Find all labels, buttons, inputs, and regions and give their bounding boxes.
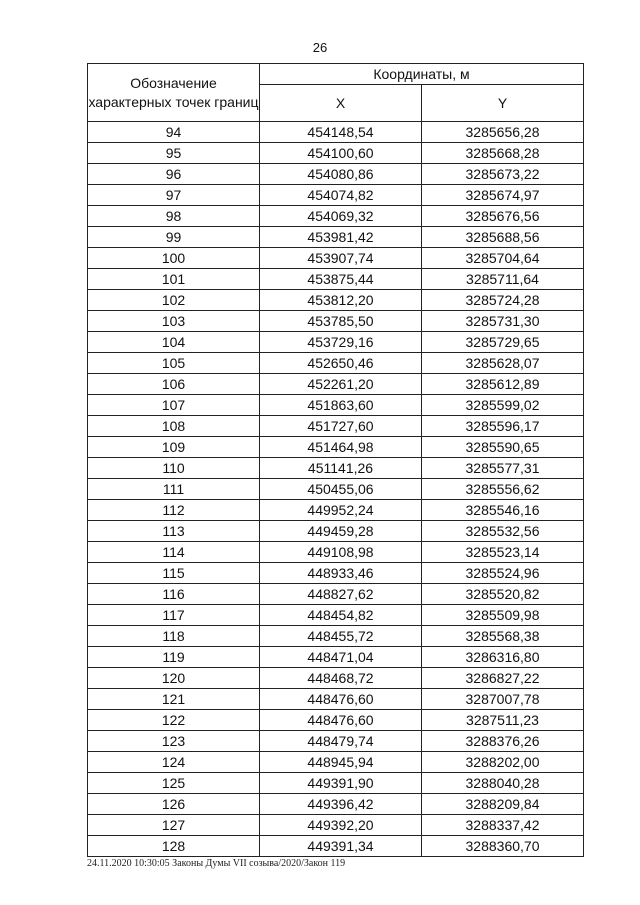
table-row	[88, 542, 584, 563]
y-coordinate-cell: 3285668,28	[422, 143, 584, 164]
point-number-cell: 120	[88, 668, 260, 689]
y-coordinate-cell: 3285676,56	[422, 206, 584, 227]
table-row	[88, 185, 584, 206]
table-row	[88, 794, 584, 815]
x-coordinate-cell: 448827,62	[260, 584, 422, 605]
point-number-cell: 125	[88, 773, 260, 794]
y-coordinate-cell: 3288040,28	[422, 773, 584, 794]
table-row	[88, 206, 584, 227]
y-coordinate-cell: 3285596,17	[422, 416, 584, 437]
y-coordinate-cell: 3288376,26	[422, 731, 584, 752]
point-number-cell: 99	[88, 227, 260, 248]
x-coordinate-cell: 449459,28	[260, 521, 422, 542]
x-coordinate-cell: 452650,46	[260, 353, 422, 374]
y-coordinate-cell: 3285612,89	[422, 374, 584, 395]
x-coordinate-cell: 454148,54	[260, 122, 422, 143]
point-number-cell: 98	[88, 206, 260, 227]
y-coordinate-cell: 3285520,82	[422, 584, 584, 605]
point-number-cell: 114	[88, 542, 260, 563]
point-number-cell: 123	[88, 731, 260, 752]
table-row	[88, 710, 584, 731]
y-coordinate-cell: 3285674,97	[422, 185, 584, 206]
table-row	[88, 164, 584, 185]
table-row	[88, 332, 584, 353]
point-number-cell: 126	[88, 794, 260, 815]
x-coordinate-cell: 453875,44	[260, 269, 422, 290]
y-coordinate-cell: 3287007,78	[422, 689, 584, 710]
x-coordinate-cell: 451464,98	[260, 437, 422, 458]
table-row	[88, 437, 584, 458]
y-coordinate-cell: 3285532,56	[422, 521, 584, 542]
y-coordinate-cell: 3285524,96	[422, 563, 584, 584]
point-number-cell: 124	[88, 752, 260, 773]
y-coordinate-cell: 3287511,23	[422, 710, 584, 731]
table-row	[88, 500, 584, 521]
y-coordinate-cell: 3285568,38	[422, 626, 584, 647]
x-coordinate-cell: 449391,90	[260, 773, 422, 794]
point-number-cell: 128	[88, 836, 260, 857]
point-number-cell: 108	[88, 416, 260, 437]
table-row	[88, 731, 584, 752]
table-row	[88, 248, 584, 269]
x-coordinate-cell: 448476,60	[260, 710, 422, 731]
y-coordinate-cell: 3285729,65	[422, 332, 584, 353]
table-row	[88, 521, 584, 542]
table-row	[88, 584, 584, 605]
point-header: Обозначение характерных точек границ	[88, 64, 260, 122]
table-row	[88, 836, 584, 857]
point-number-cell: 119	[88, 647, 260, 668]
x-coordinate-cell: 451141,26	[260, 458, 422, 479]
x-coordinate-cell: 448945,94	[260, 752, 422, 773]
x-coordinate-cell: 448479,74	[260, 731, 422, 752]
point-number-cell: 122	[88, 710, 260, 731]
y-coordinate-cell: 3285711,64	[422, 269, 584, 290]
x-coordinate-cell: 448468,72	[260, 668, 422, 689]
y-coordinate-cell: 3285731,30	[422, 311, 584, 332]
table-row	[88, 479, 584, 500]
point-number-cell: 104	[88, 332, 260, 353]
x-coordinate-cell: 449392,20	[260, 815, 422, 836]
page-number: 26	[312, 40, 328, 55]
y-coordinate-cell: 3288202,00	[422, 752, 584, 773]
point-number-cell: 107	[88, 395, 260, 416]
x-coordinate-cell: 451863,60	[260, 395, 422, 416]
table-row	[88, 227, 584, 248]
table-row	[88, 815, 584, 836]
x-coordinate-cell: 449952,24	[260, 500, 422, 521]
point-number-cell: 121	[88, 689, 260, 710]
point-number-cell: 111	[88, 479, 260, 500]
x-coordinate-cell: 448455,72	[260, 626, 422, 647]
table-row	[88, 458, 584, 479]
footer-stamp: 24.11.2020 10:30:05 Законы Думы VII созыва/2020/Закон 119	[87, 858, 346, 869]
table-row	[88, 143, 584, 164]
point-number-cell: 109	[88, 437, 260, 458]
x-coordinate-cell: 454074,82	[260, 185, 422, 206]
point-number-cell: 102	[88, 290, 260, 311]
point-number-cell: 118	[88, 626, 260, 647]
x-coordinate-cell: 452261,20	[260, 374, 422, 395]
point-number-cell: 113	[88, 521, 260, 542]
point-number-cell: 106	[88, 374, 260, 395]
y-header: Y	[422, 85, 584, 122]
y-coordinate-cell: 3288360,70	[422, 836, 584, 857]
y-coordinate-cell: 3285724,28	[422, 290, 584, 311]
y-coordinate-cell: 3285590,65	[422, 437, 584, 458]
table-row	[88, 563, 584, 584]
y-coordinate-cell: 3286316,80	[422, 647, 584, 668]
table-row	[88, 122, 584, 143]
y-coordinate-cell: 3285599,02	[422, 395, 584, 416]
y-coordinate-cell: 3285556,62	[422, 479, 584, 500]
x-coordinate-cell: 451727,60	[260, 416, 422, 437]
point-number-cell: 96	[88, 164, 260, 185]
table-row	[88, 689, 584, 710]
point-number-cell: 116	[88, 584, 260, 605]
x-header: X	[260, 85, 422, 122]
coordinates-header: Координаты, м	[260, 64, 584, 85]
y-coordinate-cell: 3286827,22	[422, 668, 584, 689]
point-number-cell: 97	[88, 185, 260, 206]
y-coordinate-cell: 3285577,31	[422, 458, 584, 479]
table-row	[88, 626, 584, 647]
point-number-cell: 117	[88, 605, 260, 626]
point-number-cell: 115	[88, 563, 260, 584]
x-coordinate-cell: 448476,60	[260, 689, 422, 710]
x-coordinate-cell: 453812,20	[260, 290, 422, 311]
point-number-cell: 110	[88, 458, 260, 479]
table-row	[88, 605, 584, 626]
point-number-cell: 112	[88, 500, 260, 521]
table-row	[88, 353, 584, 374]
table-row	[88, 311, 584, 332]
table-row	[88, 374, 584, 395]
point-number-cell: 100	[88, 248, 260, 269]
x-coordinate-cell: 450455,06	[260, 479, 422, 500]
point-number-cell: 105	[88, 353, 260, 374]
x-coordinate-cell: 454069,32	[260, 206, 422, 227]
y-coordinate-cell: 3285688,56	[422, 227, 584, 248]
point-number-cell: 127	[88, 815, 260, 836]
x-coordinate-cell: 453981,42	[260, 227, 422, 248]
table-row	[88, 269, 584, 290]
point-number-cell: 94	[88, 122, 260, 143]
table-row	[88, 395, 584, 416]
point-number-cell: 101	[88, 269, 260, 290]
y-coordinate-cell: 3285546,16	[422, 500, 584, 521]
table-row	[88, 668, 584, 689]
table-row	[88, 290, 584, 311]
table-row	[88, 647, 584, 668]
x-coordinate-cell: 453729,16	[260, 332, 422, 353]
table-row	[88, 416, 584, 437]
y-coordinate-cell: 3288337,42	[422, 815, 584, 836]
x-coordinate-cell: 449391,34	[260, 836, 422, 857]
x-coordinate-cell: 453907,74	[260, 248, 422, 269]
point-number-cell: 103	[88, 311, 260, 332]
y-coordinate-cell: 3285628,07	[422, 353, 584, 374]
y-coordinate-cell: 3285523,14	[422, 542, 584, 563]
x-coordinate-cell: 453785,50	[260, 311, 422, 332]
x-coordinate-cell: 448933,46	[260, 563, 422, 584]
y-coordinate-cell: 3288209,84	[422, 794, 584, 815]
table-row	[88, 773, 584, 794]
x-coordinate-cell: 454100,60	[260, 143, 422, 164]
y-coordinate-cell: 3285509,98	[422, 605, 584, 626]
x-coordinate-cell: 449108,98	[260, 542, 422, 563]
table-body	[88, 122, 584, 857]
x-coordinate-cell: 449396,42	[260, 794, 422, 815]
y-coordinate-cell: 3285656,28	[422, 122, 584, 143]
x-coordinate-cell: 454080,86	[260, 164, 422, 185]
table-row	[88, 752, 584, 773]
x-coordinate-cell: 448454,82	[260, 605, 422, 626]
coordinates-table	[87, 63, 584, 857]
y-coordinate-cell: 3285673,22	[422, 164, 584, 185]
y-coordinate-cell: 3285704,64	[422, 248, 584, 269]
point-number-cell: 95	[88, 143, 260, 164]
x-coordinate-cell: 448471,04	[260, 647, 422, 668]
